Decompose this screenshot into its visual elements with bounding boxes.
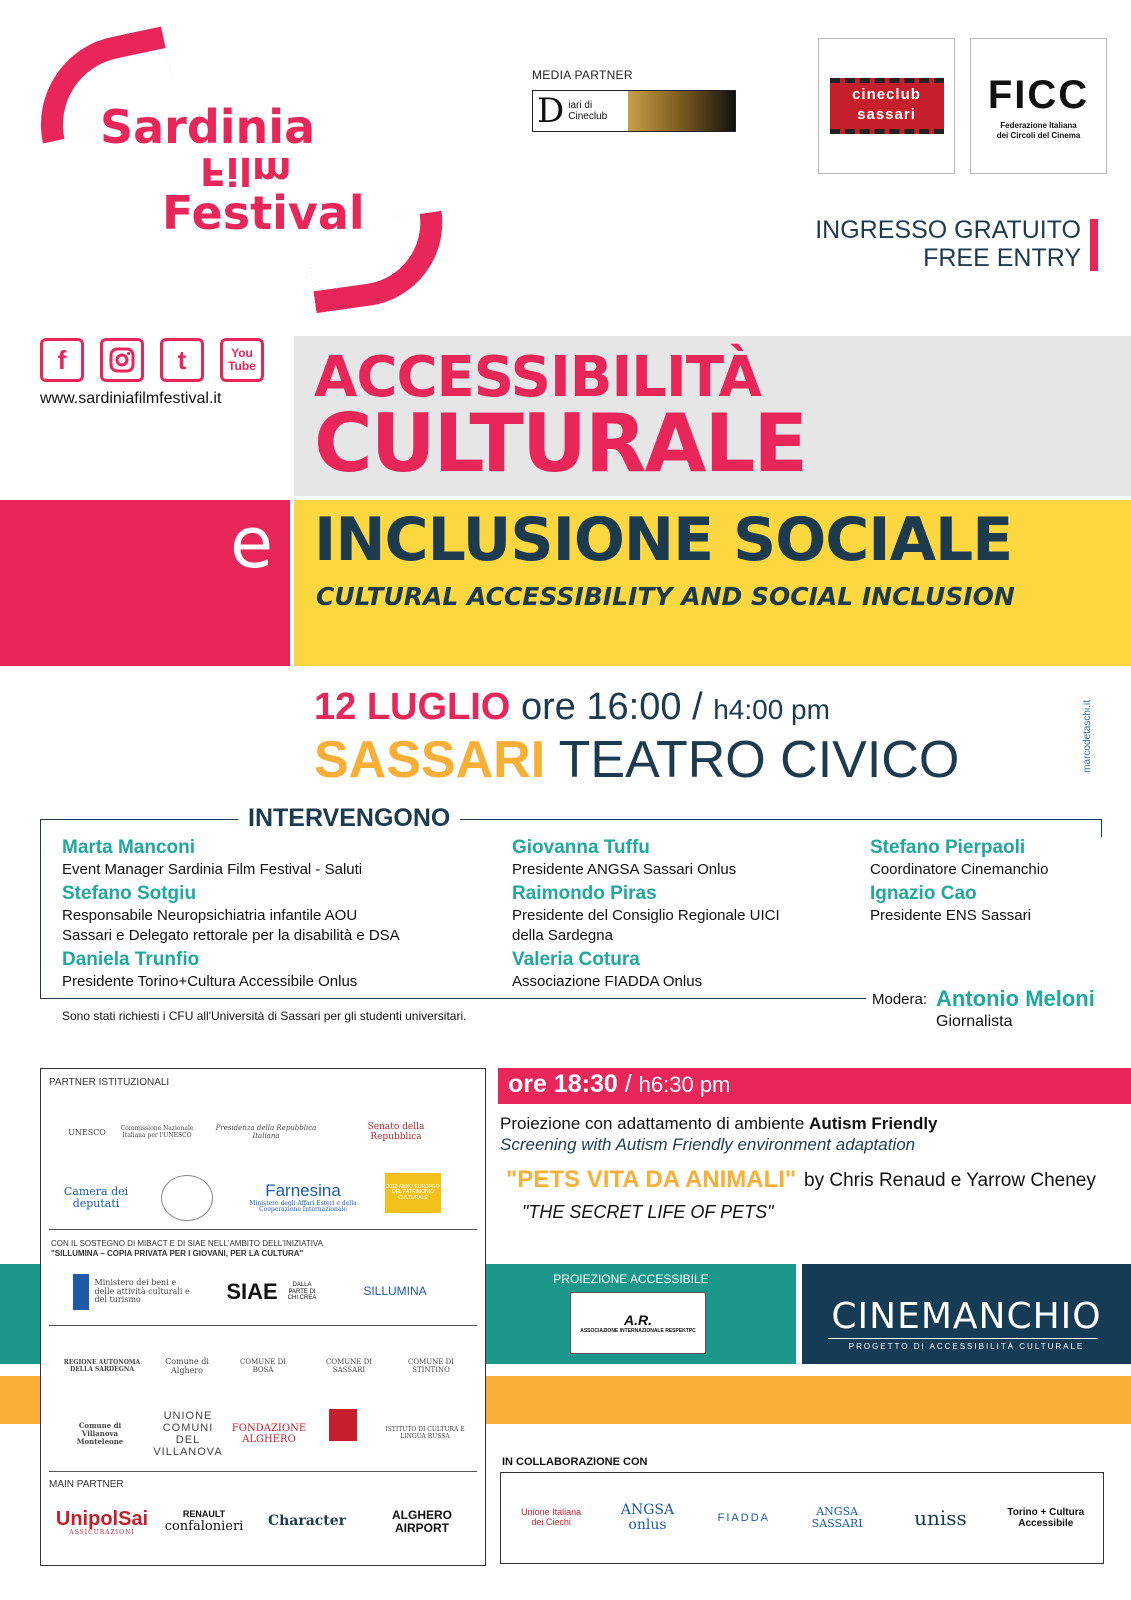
facebook-icon[interactable]: f	[40, 338, 84, 382]
support-label: CON IL SOSTEGNO DI MIBACT E DI SIAE NELL'AMBITO DELL'INIZIATIVA	[51, 1239, 324, 1248]
film-directors: by Chris Renaud e Yarrow Cheney	[804, 1170, 1096, 1191]
speaker-name: Valeria Cotura	[512, 949, 640, 970]
diari-di-cineclub-logo[interactable]	[532, 90, 736, 132]
title-conjunction: e	[230, 502, 274, 584]
cfu-note: Sono stati richiesti i CFU all'Università di Sassari per gli studenti universitari.	[62, 1009, 467, 1023]
emblem-icon	[161, 1175, 213, 1221]
speaker-name: Daniela Trunfio	[62, 949, 200, 970]
speaker-stefano-pierpaoli	[870, 836, 1048, 880]
regione-sardegna-text: REGIONE AUTONOMA DELLA SARDEGNA	[63, 1359, 141, 1373]
moderator-role: Giornalista	[936, 1013, 1013, 1030]
comune-sassari-logo[interactable]	[311, 1339, 387, 1395]
commissione-unesco-text: Commissione Nazionale Italiana per l'UNESCO	[120, 1125, 194, 1139]
program-time-it: ore 18:30	[508, 1070, 618, 1098]
event-time: ore 16:00	[520, 686, 682, 728]
renault-logo[interactable]	[161, 1499, 247, 1545]
event-day: 12 LUGLIO	[314, 686, 511, 728]
ficc-title: FICC	[987, 73, 1090, 117]
speaker-name: Ignazio Cao	[870, 883, 977, 904]
character-text: Character	[267, 1513, 347, 1530]
cinemanchio-tagline: PROGETTO DI ACCESSIBILITÀ CULTURALE	[848, 1342, 1085, 1351]
logo-film: Film	[200, 149, 292, 193]
main-partner-label: MAIN PARTNER	[49, 1479, 124, 1490]
orange-band-left	[0, 1376, 40, 1424]
speaker-name: Raimondo Piras	[512, 883, 657, 904]
cinemanchio-brand: CINEMANCHIO	[831, 1296, 1102, 1337]
program-it-prefix: Proiezione con adattamento di ambiente	[500, 1114, 805, 1133]
speakers-frame-left	[40, 837, 41, 999]
speaker-daniela-trunfio	[62, 948, 357, 992]
ar-sub: ASSOCIAZIONE INTERNAZIONALE RESPEKTPC	[580, 1328, 696, 1334]
speaker-role: Responsabile Neuropsichiatria infantile AOU	[62, 907, 358, 924]
collaboration-label: IN COLLABORAZIONE CON	[502, 1456, 648, 1468]
partner-panel	[40, 1068, 486, 1566]
program-time-en: h6:30 pm	[638, 1072, 731, 1097]
speakers-frame-bottom	[40, 998, 866, 999]
confalonieri-text: confalonieri	[164, 1518, 244, 1534]
ar-association-logo[interactable]	[570, 1292, 706, 1354]
speaker-role-2: della Sardegna	[512, 927, 613, 944]
collaboration-logos	[500, 1472, 1104, 1564]
speaker-name: Giovanna Tuffu	[512, 837, 650, 858]
entry-it: INGRESSO GRATUITO	[815, 216, 1081, 244]
mibact-logo[interactable]	[73, 1269, 193, 1315]
film-title: "PETS VITA DA ANIMALI"	[506, 1166, 797, 1193]
support-label-2: "SILLUMINA – COPIA PRIVATA PER I GIOVANI, PER LA CULTURA"	[51, 1249, 304, 1258]
partner-separator-1	[49, 1229, 477, 1230]
presidenza-logo[interactable]	[211, 1105, 321, 1161]
program-description-en: Screening with Autism Friendly environment adaptation	[500, 1135, 916, 1154]
unipolsai-logo[interactable]	[57, 1499, 147, 1545]
fondazione-alghero-logo[interactable]	[229, 1405, 309, 1463]
program-it-bold: Autism Friendly	[809, 1114, 938, 1133]
camera-deputati-text: Camera dei deputati	[63, 1184, 129, 1210]
moderator-label: Modera:	[872, 991, 928, 1008]
camera-deputati-logo[interactable]	[53, 1173, 139, 1223]
comune-alghero-logo[interactable]	[153, 1339, 221, 1395]
ficc-sub-1: Federazione Italiana	[1000, 121, 1077, 130]
istituto-russo-text: ISTITUTO DI CULTURA E LINGUA RUSSA	[385, 1426, 465, 1440]
ficc-sub-2: dei Circoli del Cinema	[996, 130, 1081, 140]
comune-sassari-text: COMUNE DI SASSARI	[326, 1358, 372, 1374]
speaker-role: Event Manager Sardinia Film Festival - Saluti	[62, 861, 363, 878]
speaker-role: Presidente del Consiglio Regionale UICI	[512, 907, 780, 924]
senato-logo[interactable]	[341, 1105, 451, 1161]
russian-emblem-icon	[329, 1409, 357, 1441]
title-line-3: INCLUSIONE SOCIALE	[314, 505, 1013, 575]
cineclub-sassari-logo	[830, 78, 944, 134]
siae-logo[interactable]	[217, 1269, 287, 1315]
regione-sardegna-logo[interactable]	[57, 1339, 147, 1395]
siae-text: SIAE	[226, 1278, 278, 1304]
comune-villanova-logo[interactable]	[63, 1405, 137, 1463]
anno-europeo-text: 2018 ANNO EUROPEO DEL PATRIMONIO CULTURALE	[386, 1183, 440, 1201]
speaker-giovanna-tuffu	[512, 836, 736, 880]
teal-band-left	[0, 1264, 40, 1364]
speaker-role-2: Sassari e Delegato rettorale per la disabilità e DSA	[62, 927, 400, 944]
title-line-2: CULTURALE	[314, 397, 807, 490]
speaker-raimondo-piras	[512, 882, 780, 946]
partner-separator-2	[49, 1325, 477, 1326]
speaker-ignazio-cao	[870, 882, 1031, 926]
fondazione-alghero-text: FONDAZIONE ALGHERO	[231, 1423, 307, 1445]
alghero-airport-logo[interactable]	[367, 1499, 477, 1545]
farnesina-logo[interactable]	[237, 1173, 369, 1223]
cinemanchio-rule	[828, 1338, 1098, 1339]
speaker-role: Presidente ANGSA Sassari Onlus	[512, 861, 737, 878]
speaker-role: Associazione FIADDA Onlus	[512, 973, 703, 990]
senato-text: Senato della Repubblica	[367, 1122, 425, 1142]
logo-sardinia: Sardinia	[100, 100, 316, 154]
youtube-text-2: Tube	[228, 359, 256, 373]
unione-comuni-text: UNIONE COMUNI DEL VILLANOVA	[153, 1409, 223, 1459]
sillumina-text: SILLUMINA	[363, 1284, 427, 1299]
speaker-stefano-sotgiu	[62, 882, 400, 946]
logo-festival: Festival	[162, 186, 365, 240]
speaker-name: Stefano Sotgiu	[62, 883, 197, 904]
character-logo[interactable]	[257, 1499, 357, 1545]
event-time-en: h4:00 pm	[713, 694, 830, 725]
media-logo-text: iari di Cineclub	[568, 100, 608, 122]
commissione-unesco-logo[interactable]	[117, 1105, 197, 1161]
event-venue	[314, 730, 959, 790]
sillumina-logo[interactable]	[355, 1269, 435, 1315]
title-english: CULTURAL ACCESSIBILITY AND SOCIAL INCLUSION	[316, 582, 1015, 611]
uici-logo[interactable]: Unione Italiana dei Ciechi	[521, 1507, 582, 1527]
design-credit: marcodetaschi.it	[1082, 700, 1093, 773]
speaker-role: Presidente ENS Sassari	[870, 907, 1031, 924]
social-links	[40, 338, 264, 382]
speaker-role: Coordinatore Cinemanchio	[870, 861, 1049, 878]
speaker-name: Marta Manconi	[62, 837, 196, 858]
speakers-heading: INTERVENGONO	[238, 804, 460, 833]
unesco-logo[interactable]	[57, 1105, 117, 1161]
comune-villanova-text: Comune di Villanova Monteleone	[76, 1421, 124, 1446]
event-city: SASSARI	[314, 731, 546, 789]
unipolsai-sub: ASSICURAZIONI	[69, 1528, 135, 1536]
twitter-icon[interactable]: t	[160, 338, 204, 382]
entry-en: FREE ENTRY	[923, 244, 1081, 272]
media-partner-label: MEDIA PARTNER	[532, 68, 633, 82]
title-line-1: ACCESSIBILITÀ	[314, 345, 762, 410]
siae-tagline	[287, 1269, 317, 1315]
accessible-screening-label: PROIEZIONE ACCESSIBILE	[553, 1272, 709, 1286]
ar-text: A.R.	[623, 1312, 652, 1328]
istituto-russo-logo[interactable]	[377, 1405, 473, 1463]
unipolsai-text: UnipolSai	[55, 1507, 149, 1530]
institutional-partners-label: PARTNER ISTITUZIONALI	[49, 1077, 170, 1088]
event-date	[314, 686, 830, 729]
event-place: TEATRO CIVICO	[558, 731, 960, 789]
fiadda-logo[interactable]: FIADDA	[717, 1511, 770, 1524]
uniss-logo[interactable]: uniss	[914, 1506, 967, 1530]
angsa-logo[interactable]: ANGSA onlus	[620, 1501, 675, 1533]
angsa-sassari-logo[interactable]: ANGSA SASSARI	[811, 1504, 863, 1530]
youtube-text-1: You	[231, 345, 253, 360]
speakers-frame-top	[40, 819, 1102, 837]
speaker-role: Presidente Torino+Cultura Accessibile Onlus	[62, 973, 358, 990]
program-time	[508, 1070, 730, 1099]
website-link[interactable]: www.sardiniafilmfestival.it	[40, 390, 222, 407]
torino-cultura-logo[interactable]: Torino + Cultura Accessibile	[1007, 1507, 1085, 1529]
film-title-en: "THE SECRET LIFE OF PETS"	[522, 1202, 774, 1222]
instagram-icon[interactable]	[100, 338, 144, 382]
renault-text: RENAULT	[182, 1508, 226, 1519]
orange-band-right	[486, 1376, 1131, 1424]
program-time-sep: /	[624, 1070, 632, 1098]
cineclub-line1: cineclub	[852, 86, 921, 103]
comune-alghero-text: Comune di Alghero	[165, 1357, 209, 1375]
mibact-icon	[73, 1274, 89, 1310]
cineclub-sassari-logo-box[interactable]	[818, 38, 955, 174]
comune-bosa-logo[interactable]	[229, 1339, 297, 1395]
speaker-valeria-cotura	[512, 948, 702, 992]
moderator-name: Antonio Meloni	[936, 986, 1095, 1011]
cineclub-line2: sassari	[857, 106, 916, 123]
unione-comuni-logo[interactable]	[153, 1405, 223, 1463]
entry-accent-bar	[1090, 219, 1098, 271]
media-logo-image	[628, 91, 735, 131]
alghero-airport-text: ALGHERO AIRPORT	[392, 1507, 452, 1535]
comune-stintino-logo[interactable]	[391, 1339, 471, 1395]
farnesina-sub: Ministero degli Affari Esteri e della Cooperazione Internazionale	[249, 1199, 357, 1214]
program-description-it	[500, 1114, 938, 1134]
logo-swoosh-bottom	[305, 211, 453, 313]
event-sep: /	[692, 686, 703, 728]
unesco-text: UNESCO	[68, 1127, 106, 1137]
speaker-marta-manconi	[62, 836, 362, 880]
comune-bosa-text: COMUNE DI BOSA	[240, 1358, 286, 1374]
partner-separator-3	[49, 1471, 477, 1472]
speaker-name: Stefano Pierpaoli	[870, 837, 1026, 858]
youtube-icon[interactable]	[220, 338, 264, 382]
mibact-text: Ministero dei beni e delle attività culturali e del turismo	[94, 1277, 190, 1305]
presidenza-text: Presidenza della Repubblica Italiana	[215, 1124, 317, 1140]
anno-europeo-logo[interactable]	[385, 1173, 441, 1213]
ficc-logo-box[interactable]	[970, 38, 1107, 174]
media-logo-letter: D	[537, 91, 565, 131]
farnesina-text: Farnesina	[265, 1181, 341, 1201]
comune-stintino-text: COMUNE DI STINTINO	[408, 1358, 454, 1374]
siae-tagline-text: DALLA PARTE DI CHI CREA	[287, 1282, 317, 1302]
